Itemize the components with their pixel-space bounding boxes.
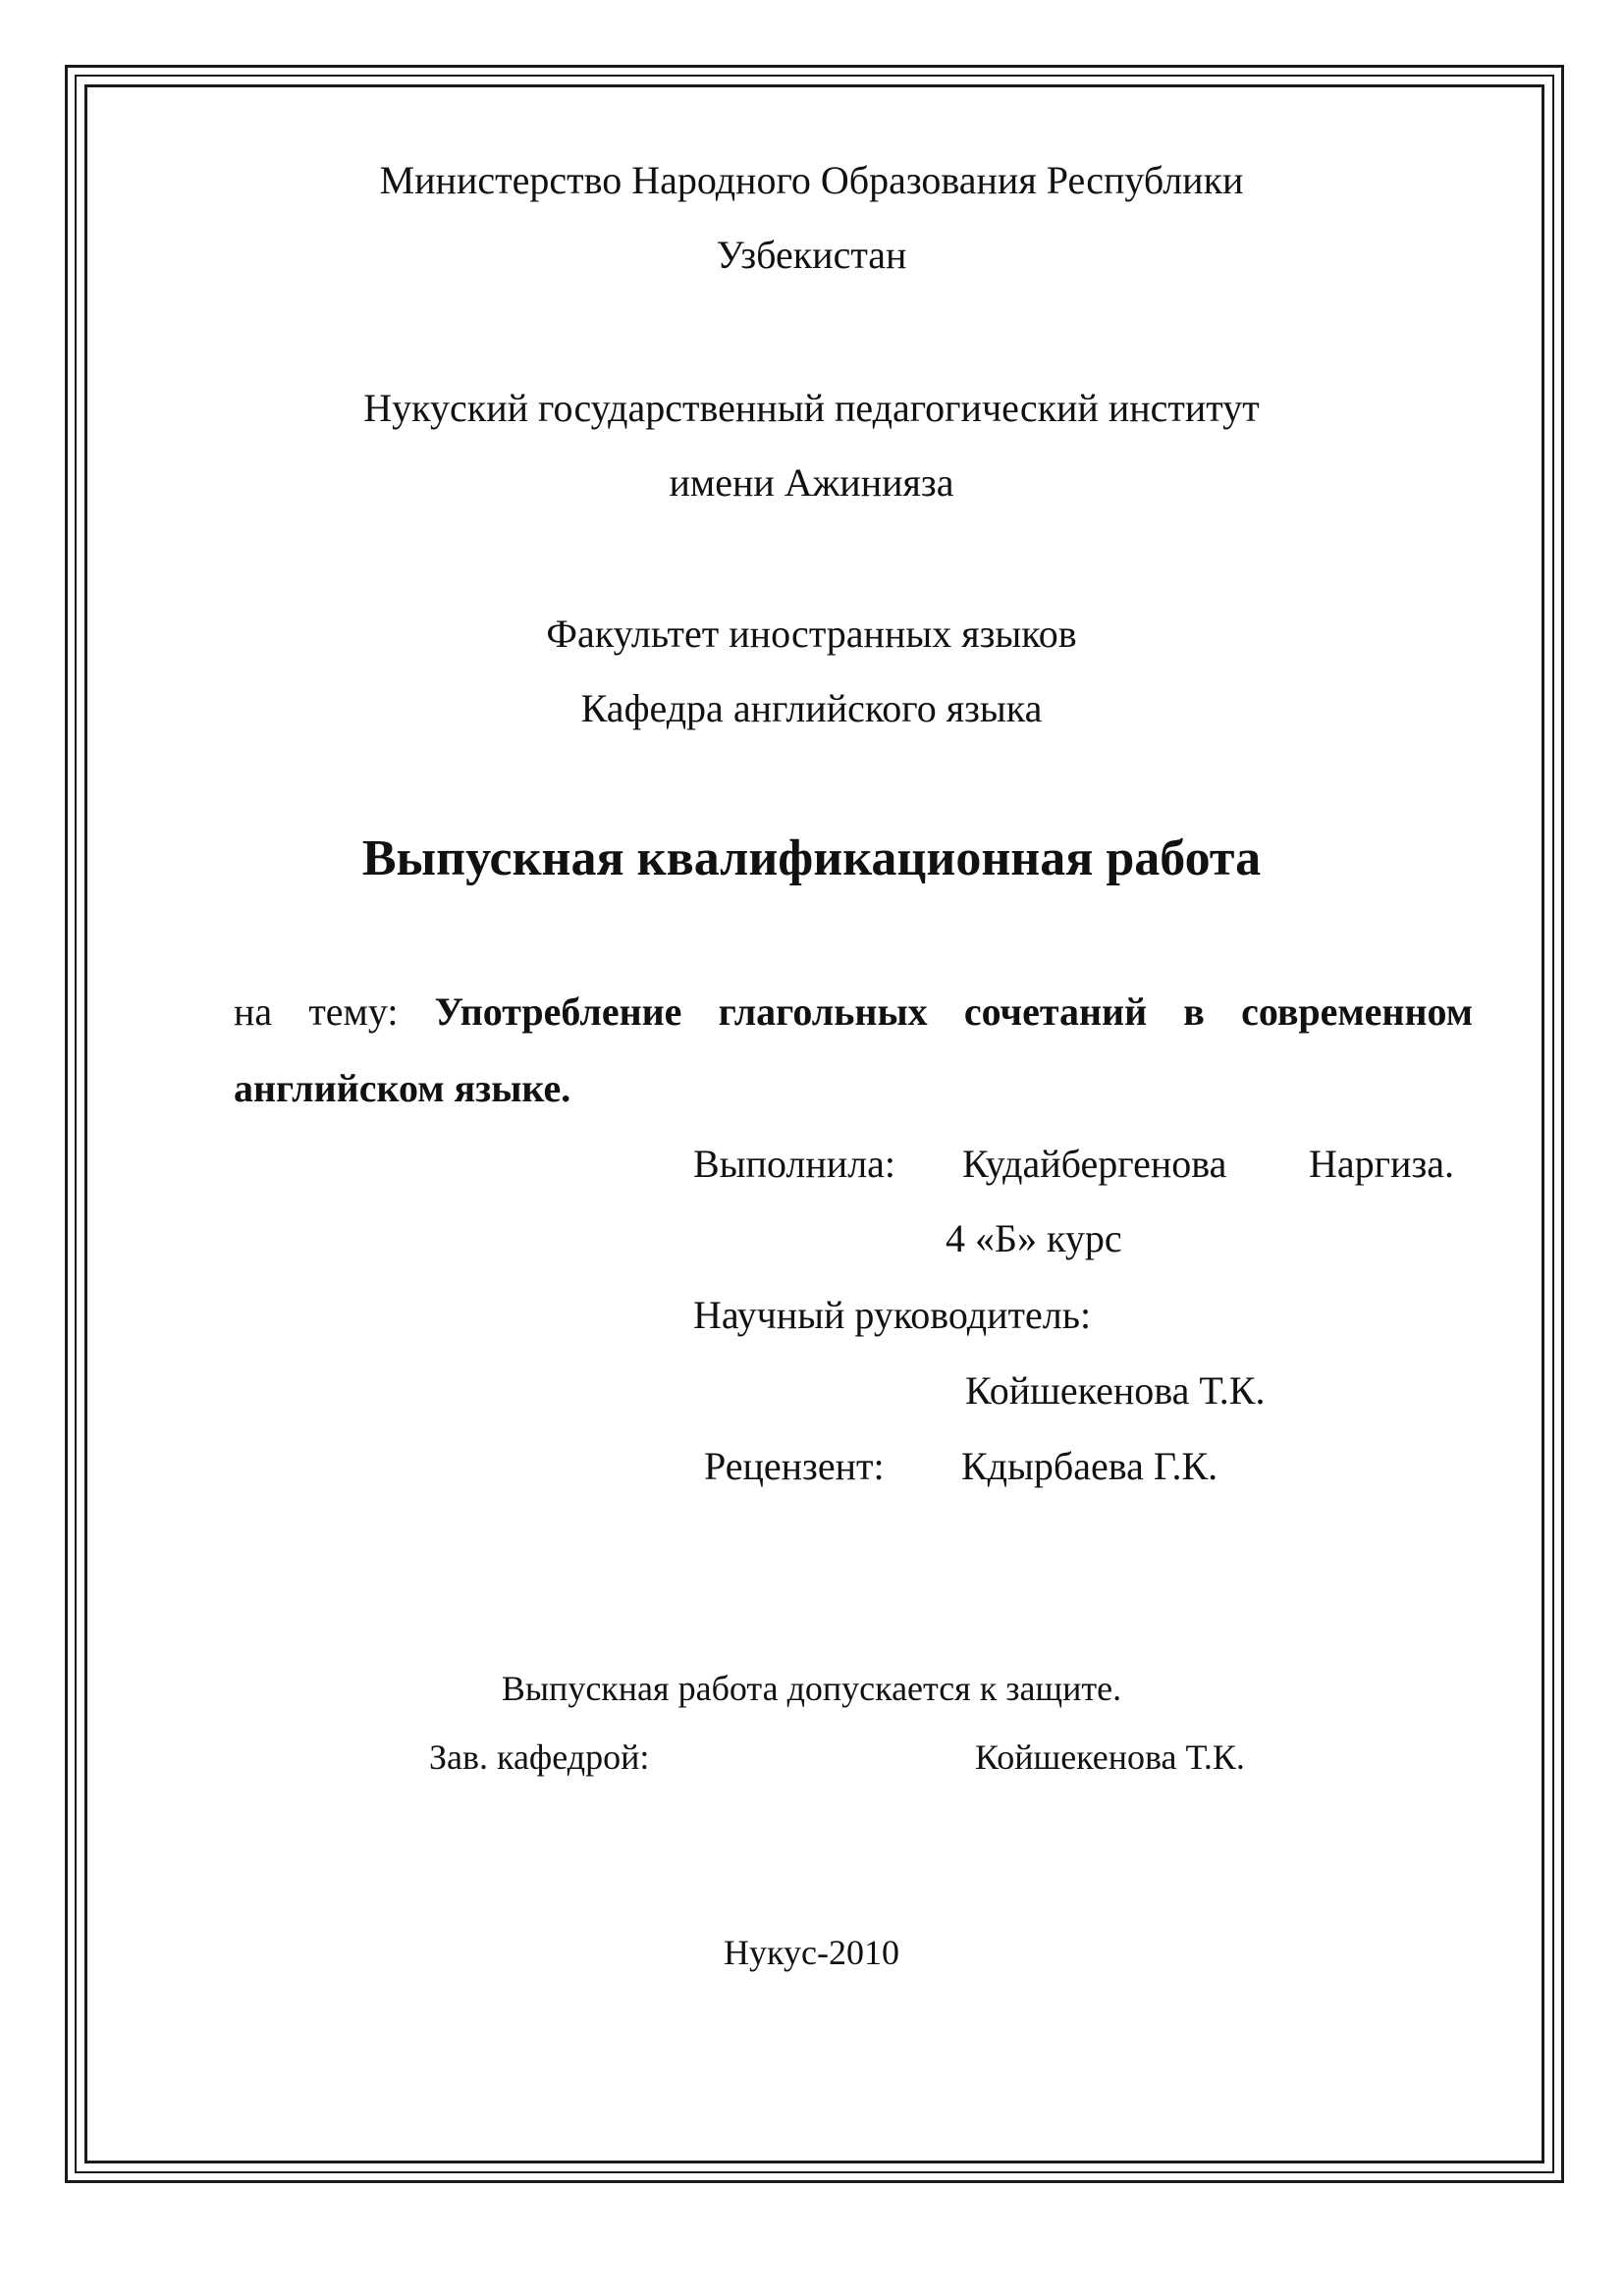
author-course: 4 «Б» курс bbox=[946, 1216, 1122, 1260]
admission-text: Выпускная работа допускается к защите. bbox=[501, 1669, 1122, 1708]
department-head-name: Койшекенова Т.К. bbox=[975, 1737, 1245, 1777]
ministry-line-2: Узбекистан bbox=[716, 233, 907, 277]
reviewer-name: Кдырбаева Г.К. bbox=[961, 1444, 1218, 1488]
place-and-year: Нукус-2010 bbox=[724, 1933, 899, 1972]
department-head-label: Зав. кафедрой: bbox=[429, 1737, 650, 1777]
author-name: Наргиза. bbox=[1309, 1142, 1455, 1186]
topic-paragraph bbox=[234, 974, 1473, 1127]
supervisor-name: Койшекенова Т.К. bbox=[965, 1368, 1266, 1413]
topic-prefix: на тему: bbox=[234, 989, 399, 1034]
author-surname: Кудайбергенова bbox=[962, 1142, 1227, 1186]
reviewer-label: Рецензент: bbox=[704, 1444, 885, 1488]
ministry-line-1: Министерство Народного Образования Республики bbox=[379, 158, 1244, 202]
topic-text: Употребление глагольных сочетаний в современном английском языке. bbox=[234, 989, 1474, 1110]
institute-line-2: имени Ажинияза bbox=[669, 460, 954, 505]
faculty-name: Факультет иностранных языков bbox=[546, 612, 1077, 656]
author-label: Выполнила: bbox=[693, 1142, 896, 1186]
document-title: Выпускная квалификационная работа bbox=[361, 830, 1262, 886]
supervisor-label: Научный руководитель: bbox=[693, 1293, 1092, 1337]
department-name: Кафедра английского языка bbox=[580, 686, 1043, 730]
institute-line-1: Нукуский государственный педагогический институт bbox=[363, 386, 1260, 430]
